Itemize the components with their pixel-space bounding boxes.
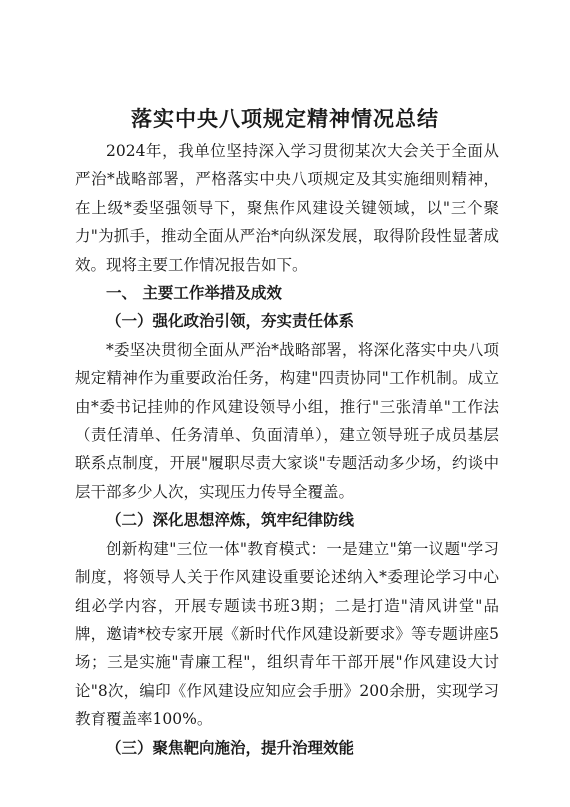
document-title: 落实中央八项规定精神情况总结 [131, 106, 439, 131]
document-body [75, 137, 499, 762]
subsection-heading-ideological-tempering: （二）深化思想淬炼，筑牢纪律防线 [106, 510, 355, 530]
subsection-body-ideological-tempering: 创新构建"三位一体"教育模式：一是建立"第一议题"学习制度，将领导人关于作风建设重要论述纳入*委理论学习中心组必学内容，开展专题读书班3期；二是打造"清风讲堂"品牌，邀请*校专家开展《新时代作风建设新要求》等专题讲座5场；三是实施"青廉工程"，组织青年干部开展"作风建设大讨论"8次，编印《作风建设应知应会手册》200余册，实现学习教育覆盖率100%。 [75, 539, 499, 729]
section-heading-main-measures: 一、 主要工作举措及成效 [106, 283, 282, 303]
subsection-heading-political-guidance: （一）强化政治引领，夯实责任体系 [106, 311, 355, 331]
intro-paragraph: 2024年，我单位坚持深入学习贯彻某次大会关于全面从严治*战略部署，严格落实中央八项规定及其实施细则精神，在上级*委坚强领导下，聚焦作风建设关键领域，以"三个聚力"为抓手，推动全面从严治*向纵深发展，取得阶段性显著成效。现将主要工作情况报告如下。 [75, 142, 499, 274]
subsection-heading-targeted-governance: （三）聚焦靶向施治，提升治理效能 [106, 737, 355, 757]
subsection-body-political-guidance: *委坚决贯彻全面从严治*战略部署，将深化落实中央八项规定精神作为重要政治任务，构建"四责协同"工作机制。成立由*委书记挂帅的作风建设领导小组，推行"三张清单"工作法（责任清单、任务清单、负面清单），建立领导班子成员基层联系点制度，开展"履职尽责大家谈"专题活动多少场，约谈中层干部多少人次，实现压力传导全覆盖。 [75, 340, 499, 501]
